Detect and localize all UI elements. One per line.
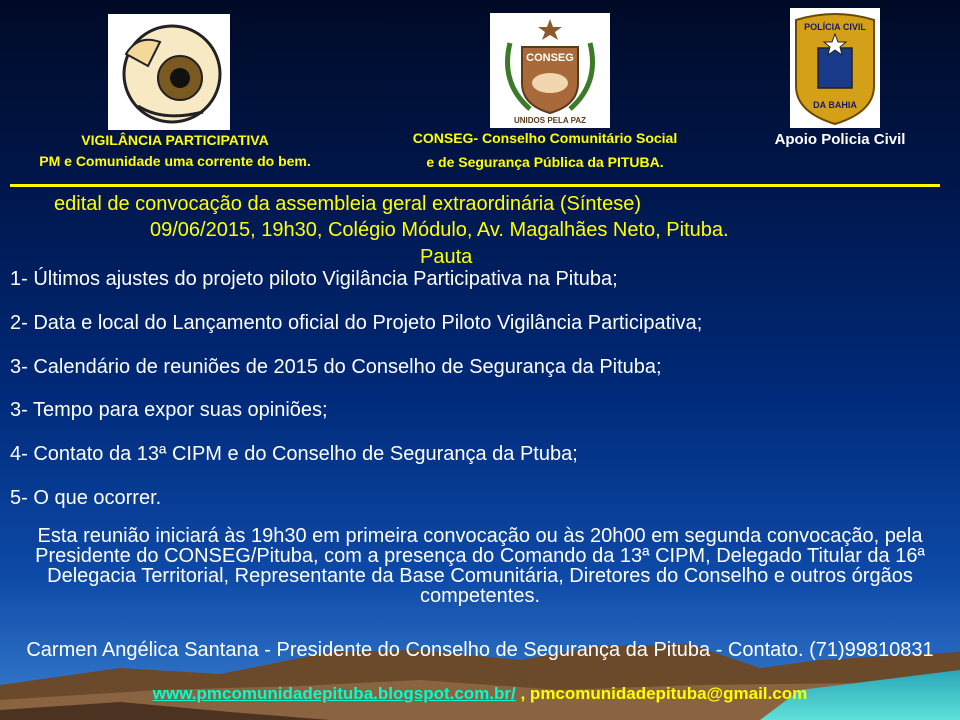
badge-bottom-text: DA BAHIA <box>813 100 857 110</box>
conseg-subtitle: e de Segurança Pública da PITUBA. <box>426 154 664 170</box>
footer-contacts <box>0 684 960 704</box>
signature-contact: Carmen Angélica Santana - Presidente do Conselho de Segurança da Pituba - Contato. (71)99810831 <box>26 639 934 661</box>
agenda-label: Pauta <box>420 246 473 268</box>
notice-heading: edital de convocação da assembleia geral extraordinária (Síntese) <box>54 193 642 215</box>
vigilancia-subtitle: PM e Comunidade uma corrente do bem. <box>39 153 311 169</box>
conseg-title: CONSEG- Conselho Comunitário Social <box>412 130 678 146</box>
conseg-logo <box>490 13 610 128</box>
conseg-logo-motto: UNIDOS PELA PAZ <box>513 116 587 125</box>
agenda-item: 4- Contato da 13ª CIPM e do Conselho de Segurança da Ptuba; <box>10 443 578 465</box>
vigilancia-title: VIGILÂNCIA PARTICIPATIVA <box>81 132 269 148</box>
agenda-item: 3- Tempo para expor suas opiniões; <box>10 399 328 421</box>
contact-email: , pmcomunidadepituba@gmail.com <box>515 684 808 703</box>
blog-link[interactable]: www.pmcomunidadepituba.blogspot.com.br/ <box>152 684 516 703</box>
header-divider <box>10 184 940 187</box>
agenda-item: 5- O que ocorrer. <box>10 487 162 509</box>
badge-top-text: POLÍCIA CIVIL <box>804 22 866 32</box>
agenda-item: 1- Últimos ajustes do projeto piloto Vigilância Participativa na Pituba; <box>10 268 618 290</box>
vigilancia-eye-logo <box>108 14 230 130</box>
policia-civil-badge <box>790 8 880 128</box>
notice-date-place: 09/06/2015, 19h30, Colégio Módulo, Av. Magalhães Neto, Pituba. <box>150 219 729 241</box>
apoio-policia-label: Apoio Policia Civil <box>774 131 906 148</box>
agenda-item: 3- Calendário de reuniões de 2015 do Conselho de Segurança da Pituba; <box>10 356 662 378</box>
agenda-item: 2- Data e local do Lançamento oficial do Projeto Piloto Vigilância Participativa; <box>10 312 703 334</box>
conseg-logo-text: CONSEG <box>526 52 574 64</box>
meeting-description: Esta reunião iniciará às 19h30 em primeira convocação ou às 20h00 em segunda convocação, pela Presidente do CONSEG/Pituba, com a presença do Comando da 13ª CIPM, Delegado Titular da 16ª Delegacia Territorial, Representante da Base Comunitária, Diretores do Conselho e outros órgãos competentes. <box>35 525 925 607</box>
